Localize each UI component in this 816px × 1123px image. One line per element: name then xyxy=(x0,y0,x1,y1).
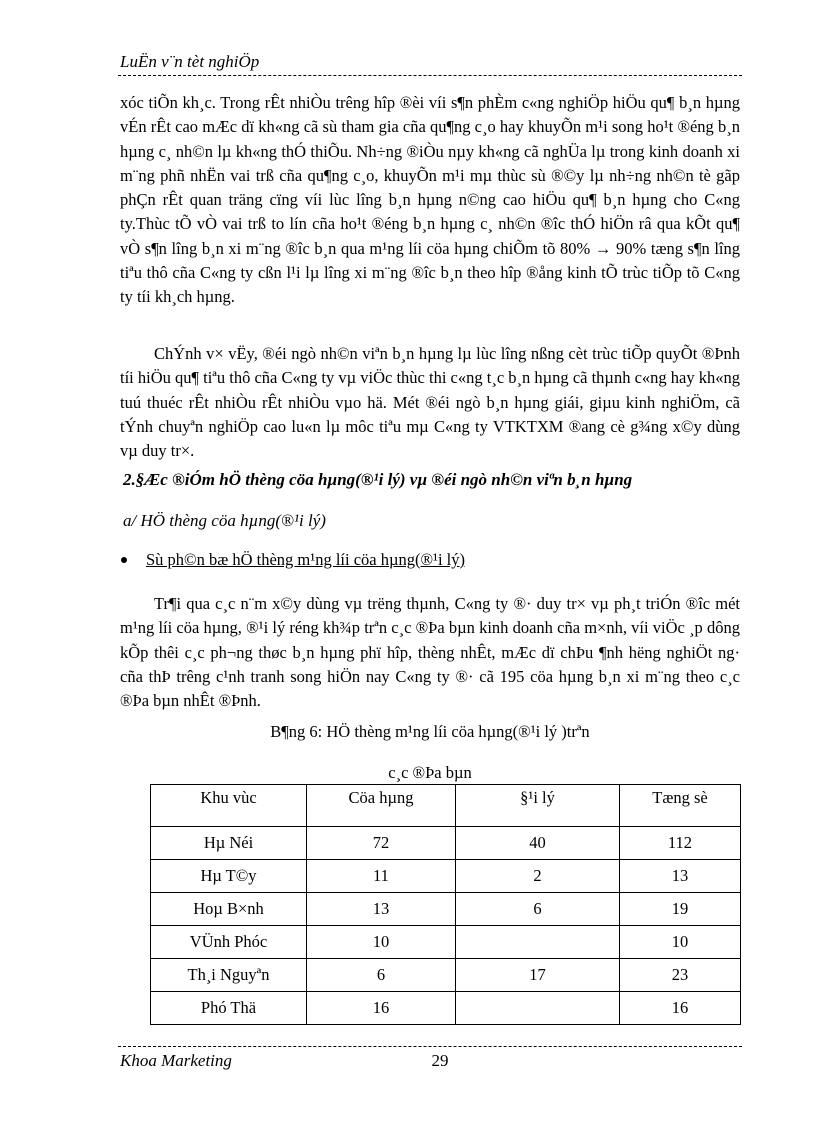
store-network-table xyxy=(150,784,741,1025)
cell-total: 19 xyxy=(620,893,741,926)
cell-total: 13 xyxy=(620,860,741,893)
paragraph-3: Tr¶i qua c¸c n¨m x©y dùng vµ trëng thµnh, C«ng ty ®· duy tr× vµ ph¸t triÓn ®îc mét m¹ng líi cöa hµng, ®¹i lý réng kh¾p trªn c¸c ®Þa bµn kinh doanh cña m×nh, víi viÖc ¸p dông kÕp thêi c¸c ph¬ng thøc b¸n hµng phï hîp, thèng nhÊt, mÆc dï chÞu ¶nh hëng nghiÖt ng· cña thÞ trêng c¹nh tranh song hiÖn nay C«ng ty ®· cã 195 cöa hµng b¸n xi m¨ng theo c¸c ®Þa bµn nhÊt ®Þnh. xyxy=(120,594,740,711)
table-row xyxy=(151,926,741,959)
cell-total: 10 xyxy=(620,926,741,959)
page-number: 29 xyxy=(431,1051,449,1070)
running-header: LuËn v¨n tèt nghiÖp xyxy=(120,52,260,71)
footer-rule xyxy=(118,1046,742,1047)
table-row xyxy=(151,860,741,893)
cell-agents: 6 xyxy=(456,893,620,926)
table-header-row xyxy=(151,785,741,827)
cell-stores: 16 xyxy=(307,992,456,1025)
cell-total: 112 xyxy=(620,827,741,860)
section-heading: 2.§Æc ®iÓm hÖ thèng cöa hµng(®¹i lý) vµ ®éi ngò nh©n viªn b¸n hµng xyxy=(123,470,633,489)
cell-region: Hµ Néi xyxy=(151,827,307,860)
table-row xyxy=(151,992,741,1025)
cell-stores: 11 xyxy=(307,860,456,893)
footer-department: Khoa Marketing xyxy=(120,1051,232,1070)
header-rule xyxy=(118,75,742,76)
table-row xyxy=(151,827,741,860)
table-row xyxy=(151,959,741,992)
cell-region: Phó Thä xyxy=(151,992,307,1025)
cell-region: Hoµ B×nh xyxy=(151,893,307,926)
header-region: Khu vùc xyxy=(151,785,307,827)
cell-agents: 2 xyxy=(456,860,620,893)
cell-agents xyxy=(456,992,620,1025)
header-total: Tæng sè xyxy=(620,785,741,827)
bullet-icon xyxy=(121,557,127,563)
section-subheading: a/ HÖ thèng cöa hµng(®¹i lý) xyxy=(123,511,326,530)
table-row xyxy=(151,893,741,926)
cell-region: VÜnh Phóc xyxy=(151,926,307,959)
paragraph-1: xóc tiÕn kh¸c. Trong rÊt nhiÒu trêng hîp ®èi víi s¶n phÈm c«ng nghiÖp hiÖu qu¶ b¸n hµng vÉn rÊt cao mÆc dï kh«ng cã sù tham gia cña qu¶ng c¸o hay khuyÕn m¹i song ho¹t ®éng b¸n hµng c¸ nh©n lµ kh«ng thÓ thiÕu. Nh÷ng ®iÒu nµy kh«ng cã nghÜa lµ trong kinh doanh xi m¨ng phñ nhËn vai trß cña qu¶ng c¸o, khuyÕn m¹i mµ thùc sù ®©y lµ nh÷ng nh©n tè gãp phÇn rÊt quan träng cïng víi lùc lîng b¸n hµng n©ng cao hiÖu qu¶ b¸n hµng cho C«ng ty.Thùc tÕ vÒ vai trß to lín cña ho¹t ®éng b¸n hµng c¸ nh©n ®îc thÓ hiÖn râ qua kÕt qu¶ vÒ s¶n lîng b¸n xi m¨ng ®îc b¸n qua m¹ng líi cöa hµng chiÕm tõ 80% → 90% tæng s¶n lîng tiªu thô cña C«ng ty cßn l¹i lµ lîng xi m¨ng ®îc b¸n theo hîp ®ång kinh tÕ trùc tiÕp tõ C«ng ty tíi kh¸ch hµng. xyxy=(120,93,740,307)
header-stores: Cöa hµng xyxy=(307,785,456,827)
paragraph-2: ChÝnh v× vËy, ®éi ngò nh©n viªn b¸n hµng lµ lùc lîng nßng cèt trùc tiÕp quyÕt ®Þnh tíi hiÖu qu¶ tiªu thô cña C«ng ty vµ viÖc thùc thi c«ng t¸c b¸n hµng cã thµnh c«ng hay kh«ng tuú thuéc rÊt nhiÒu rÊt nhiÒu vµo hä. Mét ®éi ngò b¸n hµng giái, giµu kinh nghiÖm, cã tÝnh chuyªn nghiÖp cao lu«n lµ môc tiªu mµ C«ng ty VTKTXM ®ang cè g¾ng x©y dùng vµ duy tr×. xyxy=(120,344,740,461)
cell-stores: 6 xyxy=(307,959,456,992)
cell-total: 16 xyxy=(620,992,741,1025)
bullet-heading: Sù ph©n bæ hÖ thèng m¹ng líi cöa hµng(®¹i lý) xyxy=(146,550,465,569)
cell-total: 23 xyxy=(620,959,741,992)
cell-stores: 72 xyxy=(307,827,456,860)
table-caption-line-1: B¶ng 6: HÖ thèng m¹ng líi cöa hµng(®¹i lý )trªn xyxy=(270,722,590,741)
cell-agents xyxy=(456,926,620,959)
table-caption-line-2: c¸c ®Þa bµn xyxy=(388,763,472,782)
cell-agents: 40 xyxy=(456,827,620,860)
header-agents: §¹i lý xyxy=(456,785,620,827)
cell-stores: 13 xyxy=(307,893,456,926)
cell-agents: 17 xyxy=(456,959,620,992)
cell-region: Hµ T©y xyxy=(151,860,307,893)
cell-stores: 10 xyxy=(307,926,456,959)
cell-region: Th¸i Nguyªn xyxy=(151,959,307,992)
